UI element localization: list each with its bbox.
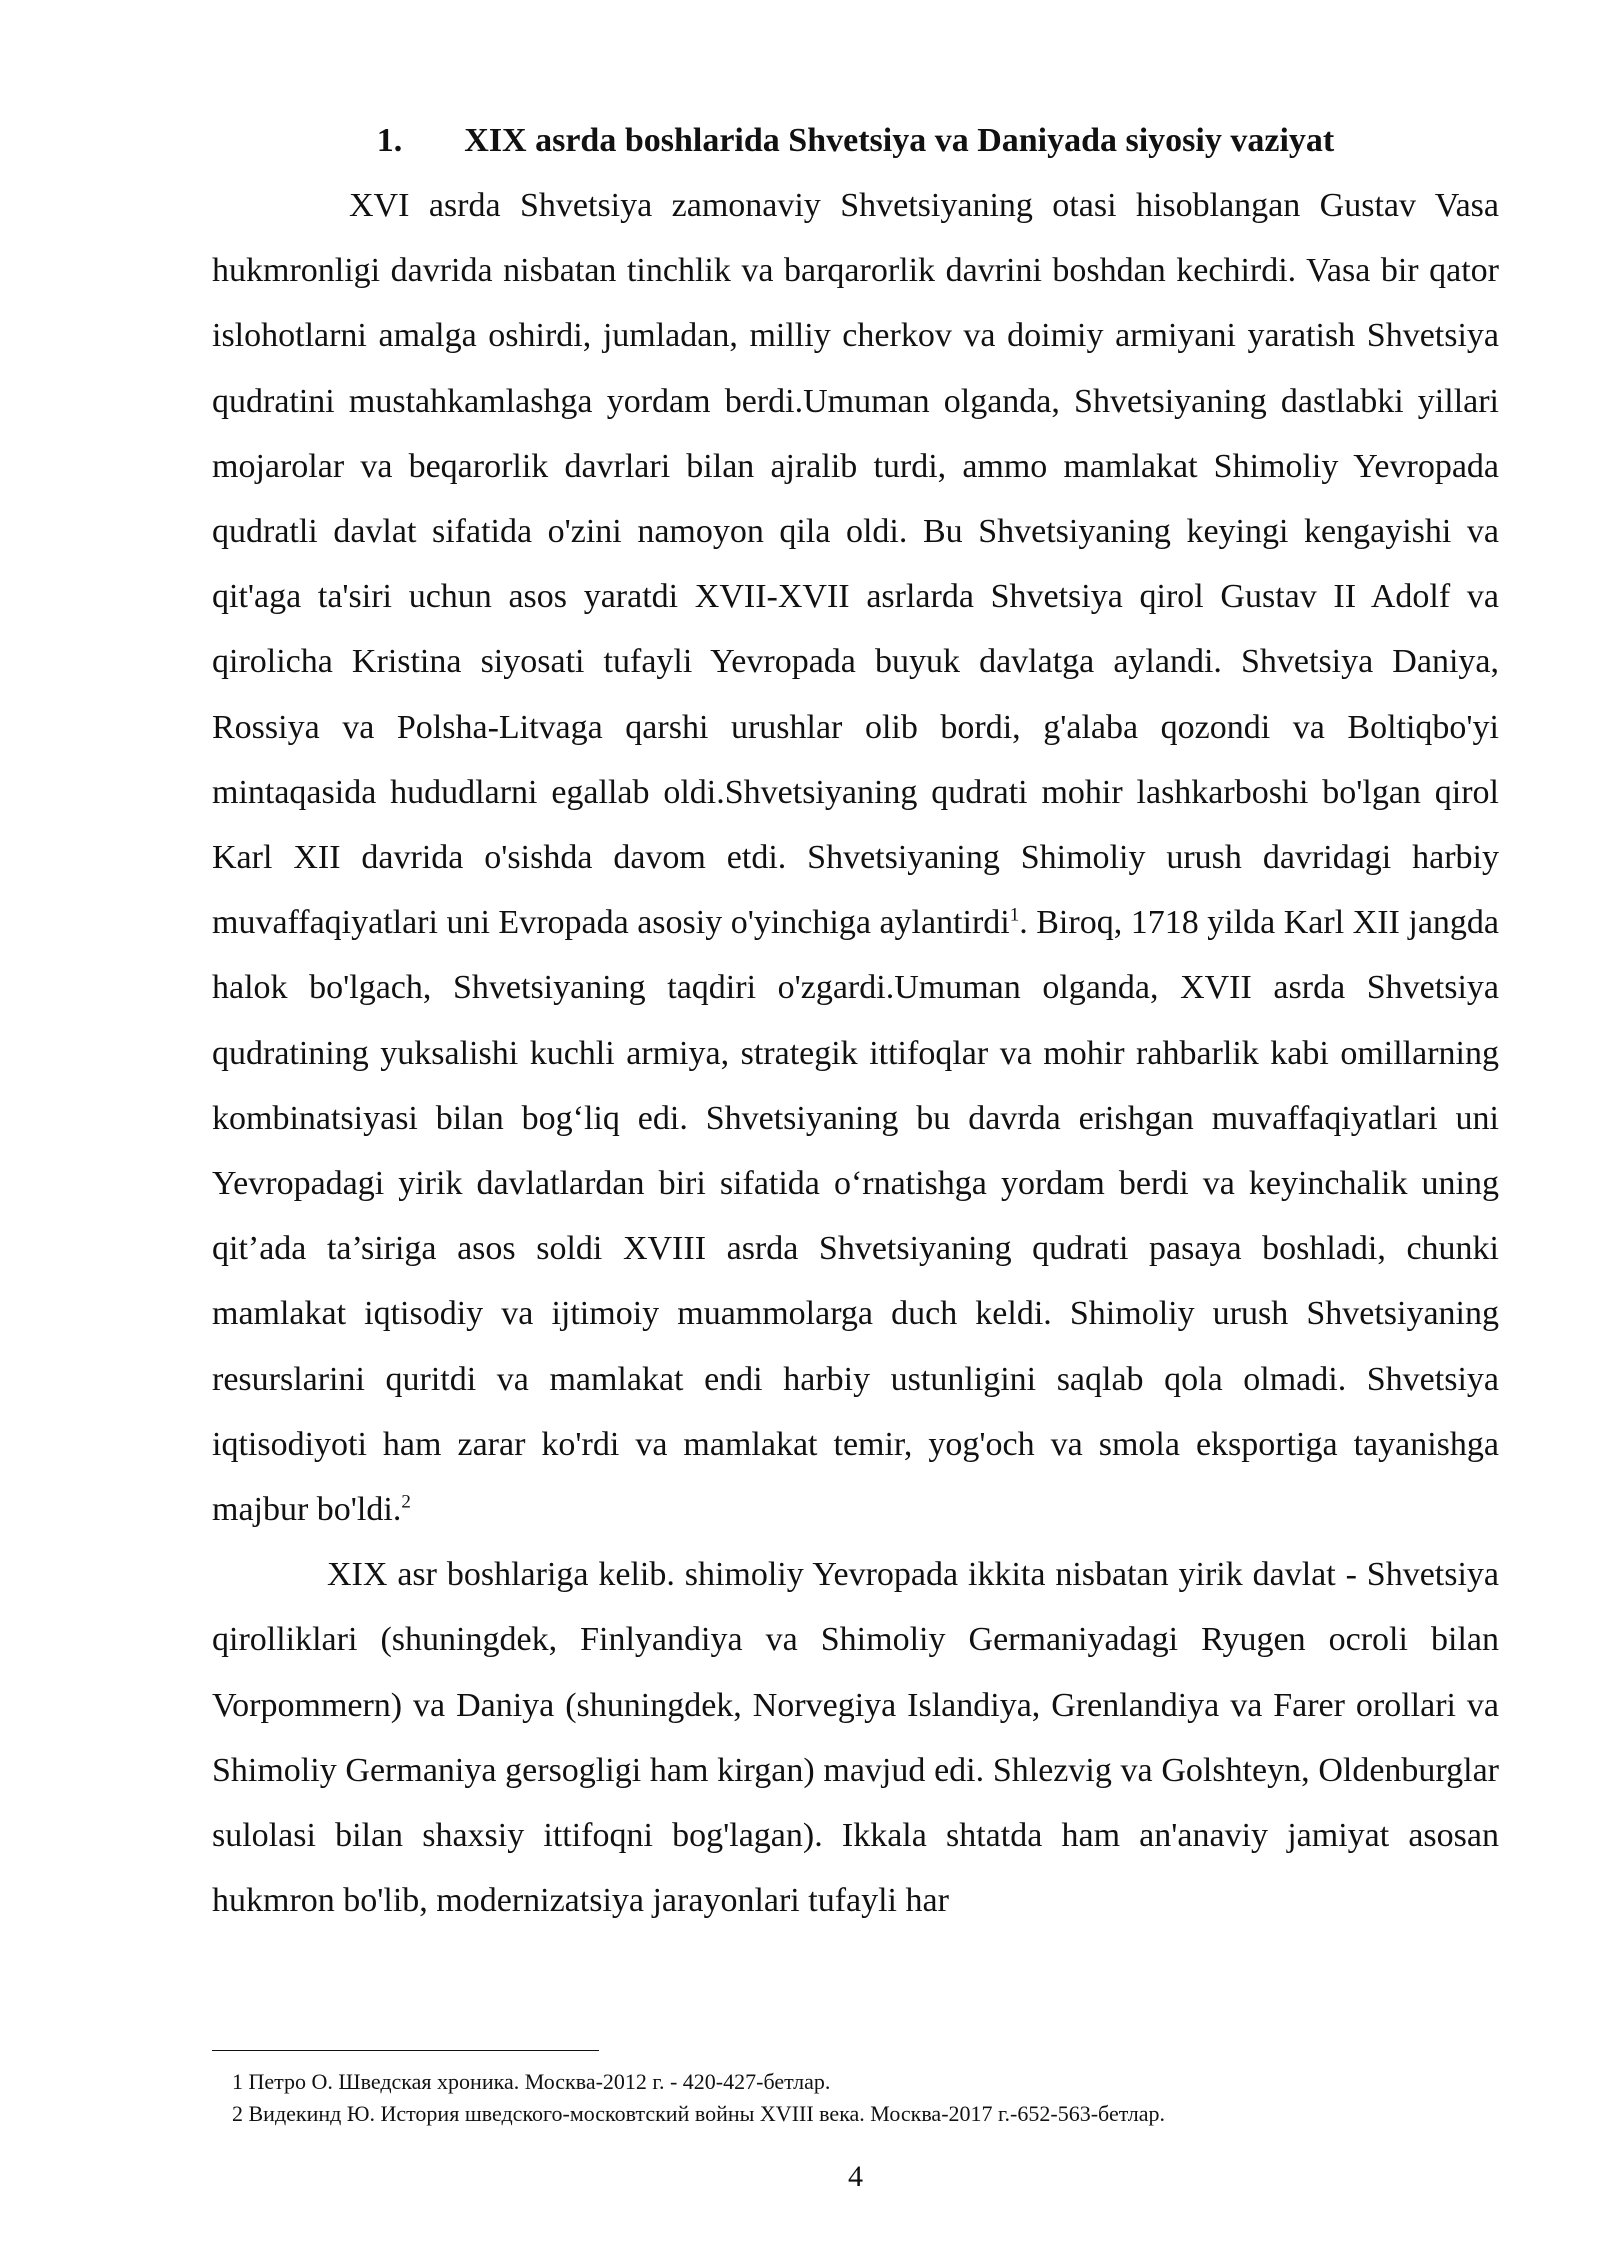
footnote-2: 2 Видекинд Ю. История шведского-московтский войны XVIII века. Москва-2017 г.-652-563-бетлар. (232, 2101, 1166, 2126)
section-number: 1. (376, 122, 403, 159)
document-page (212, 0, 1499, 2262)
footnote-ref-2: 2 (401, 1491, 411, 1513)
page-number: 4 (848, 2160, 863, 2193)
body-text (212, 173, 1499, 1933)
paragraph-1-text-b: . Biroq, 1718 yilda Karl XII jangda halok bo'lgach, Shvetsiyaning taqdiri o'zgardi.Umuman olganda, XVII asrda Shvetsiya qudratining yuksalishi kuchli armiya, strategik ittifoqlar va mohir rahbarlik kabi omillarning kombinatsiyasi bilan bog‘liq edi. Shvetsiyaning bu davrda erishgan muvaffaqiyatlari uni Yevropadagi yirik davlatlardan biri sifatida o‘rnatishga yordam berdi va keyinchalik uning qit’ada ta’siriga asos soldi XVIII asrda Shvetsiyaning qudrati pasaya boshladi, chunki mamlakat iqtisodiy va ijtimoiy muammolarga duch keldi. Shimoliy urush Shvetsiyaning resurslarini quritdi va mamlakat endi harbiy ustunligini saqlab qola olmadi. Shvetsiya iqtisodiyoti ham zarar ko'rdi va mamlakat temir, yog'och va smola eksportiga tayanishga majbur bo'ldi. (212, 904, 1499, 1529)
footnote-ref-1: 1 (1009, 904, 1020, 926)
paragraph-1 (212, 173, 1499, 1542)
section-heading (212, 113, 1499, 169)
footnote-1: 1 Петро О. Шведская хроника. Москва-2012 г. - 420-427-бетлар. (232, 2069, 831, 2094)
paragraph-2: XIX asr boshlariga kelib. shimoliy Yevropada ikkita nisbatan yirik davlat - Shvetsiya qirolliklari (shuningdek, Finlyandiya va Shimoliy Germaniyadagi Ryugen ocroli bilan Vorpommern) va Daniya (shuningdek, Norvegiya Islandiya, Grenlandiya va Farer orollari va Shimoliy Germaniya gersogligi ham kirgan) mavjud edi. Shlezvig va Golshteyn, Oldenburglar sulolasi bilan shaxsiy ittifoqni bog'lagan). Ikkala shtatda ham an'anaviy jamiyat asosan hukmron bo'lib, modernizatsiya jarayonlari tufayli har (212, 1556, 1499, 1920)
footnote-separator (212, 2050, 599, 2051)
paragraph-1-text-a: XVI asrda Shvetsiya zamonaviy Shvetsiyaning otasi hisoblangan Gustav Vasa hukmronligi davrida nisbatan tinchlik va barqarorlik davrini boshdan kechirdi. Vasa bir qator islohotlarni amalga oshirdi, jumladan, milliy cherkov va doimiy armiyani yaratish Shvetsiya qudratini mustahkamlashga yordam berdi.Umuman olganda, Shvetsiyaning dastlabki yillari mojarolar va beqarorlik davrlari bilan ajralib turdi, ammo mamlakat Shimoliy Yevropada qudratli davlat sifatida o'zini namoyon qila oldi. Bu Shvetsiyaning keyingi kengayishi va qit'aga ta'siri uchun asos yaratdi XVII-XVII asrlarda Shvetsiya qirol Gustav II Adolf va qirolicha Kristina siyosati tufayli Yevropada buyuk davlatga aylandi. Shvetsiya Daniya, Rossiya va Polsha-Litvaga qarshi urushlar olib bordi, g'alaba qozondi va Boltiqbo'yi mintaqasida hududlarni egallab oldi.Shvetsiyaning qudrati mohir lashkarboshi bo'lgan qirol Karl XII davrida o'sishda davom etdi. Shvetsiyaning Shimoliy urush davridagi harbiy muvaffaqiyatlari uni Evropada asosiy o'yinchiga aylantirdi (212, 187, 1499, 942)
section-title: XIX asrda boshlarida Shvetsiya va Daniyada siyosiy vaziyat (464, 122, 1335, 159)
footnotes (232, 2066, 1499, 2130)
